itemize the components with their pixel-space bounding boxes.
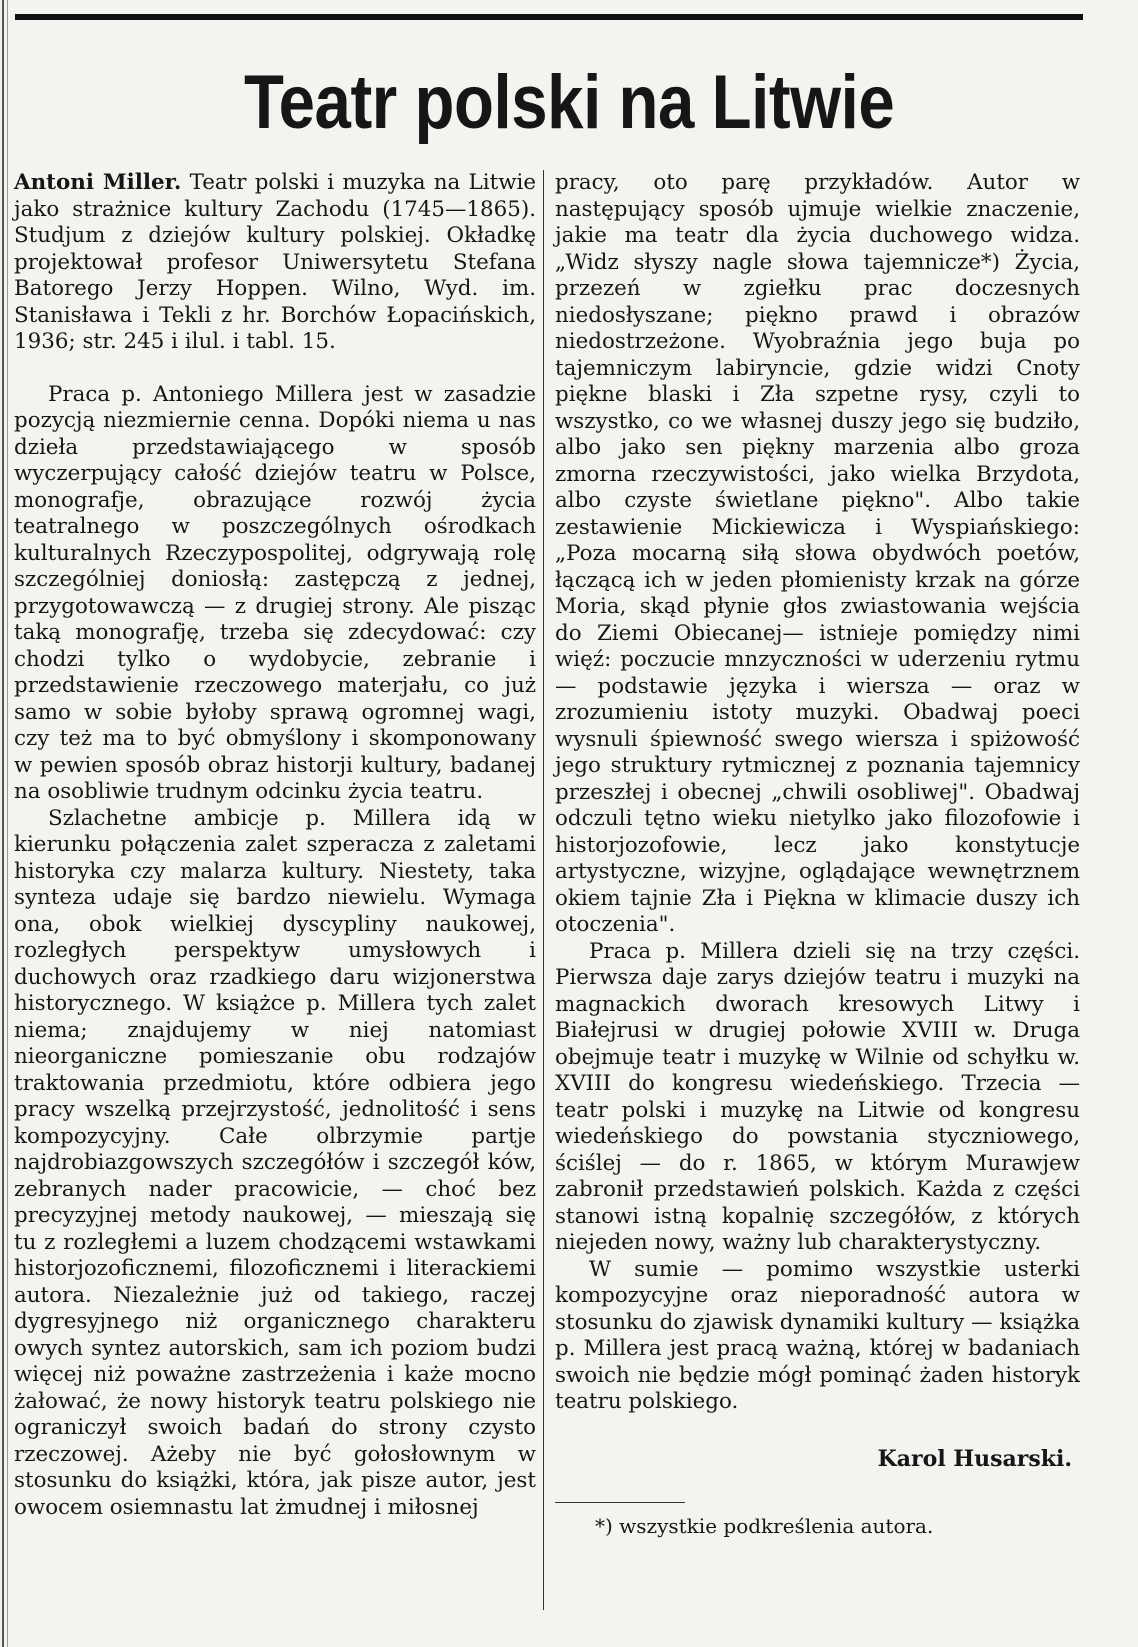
footnote: *) wszystkie podkreślenia autora. xyxy=(595,1514,934,1538)
left-column xyxy=(14,170,536,1521)
author-signature: Karol Husarski. xyxy=(877,1445,1072,1472)
paragraph-3: pracy, oto parę przykładów. Autor w następujący sposób ujmuje wielkie znaczenie, jakie ma teatr dla życia duchowego widza. „Widz słyszy nagle słowa tajemnicze*) Życia, przezeń w zgiełku prac doczesnych niedosłyszane; piękno prawd i obrazów niedostrzeżone. Wyobraźnia jego buja po tajemniczym labiryncie, gdzie widzi Cnoty piękne blaski i Zła szpetne rysy, czyli to wszystko, co we własnej duszy jego się budziło, albo jako sen piękny marzenia albo groza zmorna rzeczywistości, jako wielka Brzydota, albo czyste świetlane piękno". Albo takie zestawienie Mickiewicza i Wyspiańskiego: „Poza mocarną siłą słowa obydwóch poetów, łączącą ich w jeden płomienisty krzak na górze Moria, skąd płynie głos zwiastowania wejścia do Ziemi Obiecanej— istnieje pomiędzy nimi więź: poczucie mnzyczności w uderzeniu rytmu — podstawie języka i wiersza — oraz w zrozumieniu istoty muzyki. Obadwaj poeci wysnuli śpiewność swego wiersza i spiżowość jego struktury rytmicznej z poznania tajemnicy przeszłej i obecnej „chwili osobliwej". Obadwaj odczuli tętno wieku nietylko jako filozofowie i historjozofowie, lecz jako konstytucje artystyczne, wizyjne, oglądające wewnętrznem okiem tajnie Zła i Piękna w klimacie duszy ich otoczenia". xyxy=(555,170,1080,937)
left-margin-rule xyxy=(2,0,4,1647)
paragraph-4: Praca p. Millera dzieli się na trzy części. Pierwsza daje zarys dziejów teatru i muzyki na magnackich dworach kresowych Litwy i Białejrusi w drugiej połowie XVIII w. Druga obejmuje teatr i muzykę w Wilnie od schyłku w. XVIII do kongresu wiedeńskiego. Trzecia — teatr polski i muzykę na Litwie od kongresu wiedeńskiego do powstania styczniowego, ściślej — do r. 1865, w którym Murawjew zabronił przedstawień polskich. Każda z części stanowi istną kopalnię szczegółów, z których niejeden nowy, ważny lub charakterystyczny. xyxy=(555,938,1080,1255)
article-title: Teatr polski na Litwie xyxy=(243,60,895,145)
book-author: Antoni Miller. xyxy=(14,170,182,195)
right-column xyxy=(555,170,1080,1540)
header-rule xyxy=(15,14,1083,20)
bibliographic-note xyxy=(14,170,536,356)
book-details: Teatr polski i muzyka na Litwie jako strażnice kultury Zachodu (1745—1865). Studjum z dziejów kultury polskiej. Okładkę projektował profesor Uniwersytetu Stefana Batorego Jerzy Hoppen. Wilno, Wyd. im. Stanisława i Tekli z hr. Borchów Łopacińskich, 1936; str. 245 i ilul. i tabl. 15. xyxy=(14,170,537,354)
paragraph-2: Szlachetne ambicje p. Millera idą w kierunku połączenia zalet szperacza z zaletami historyka czy malarza kultury. Niestety, taka synteza udaje się bardzo niewielu. Wymaga ona, obok wielkiej dyscypliny naukowej, rozległych perspektyw umysłowych i duchowych oraz rzadkiego daru wizjonerstwa historycznego. W książce p. Millera tych zalet niema; znajdujemy w niej natomiast nieorganiczne pomieszanie obu rodzajów traktowania przedmiotu, które odbiera jego pracy wszelką przejrzystość, jednolitość i sens kompozycyjny. Całe olbrzymie partje najdrobiazgowszych szczegółów i szczegół ków, zebranych nader pracowicie, — choć bez precyzyjnej metody naukowej, — mieszają się tu z rozległemi a luzem chodzącemi wstawkami historjozoficznemi, filozoficznemi i literackiemi autora. Niezależnie już od takiego, raczej dygresyjnego niż organicznego charakteru owych syntez autorskich, sam ich poziom budzi więcej niż poważne zastrzeżenia i każe mocno żałować, że nowy historyk teatru polskiego nie ograniczył swoich badań do strony czysto rzeczowej. Ażeby nie być gołosłownym w stosunku do książki, która, jak pisze autor, jest owocem osiemnastu lat żmudnej i miłosnej xyxy=(14,805,536,1520)
paragraph-5: W sumie — pomimo wszystkie usterki kompozycyjne oraz nieporadność autora w stosunku do zjawisk dynamiki kultury — książka p. Millera jest pracą ważną, której w badaniach swoich nie będzie mógł pominąć żaden historyk teatru polskiego. xyxy=(555,1256,1080,1414)
paragraph-1: Praca p. Antoniego Millera jest w zasadzie pozycją niezmiernie cenna. Dopóki niema u nas dzieła przedstawiającego w sposób wyczerpujący całość dziejów teatru w Polsce, monografje, obrazujące rozwój życia teatralnego w poszczególnych ośrodkach kulturalnych Rzeczypospolitej, odgrywają rolę szczególniej doniosłą: zastępczą z jednej, przygotowawczą — z drugiej strony. Ale pisząc taką monografję, trzeba się zdecydować: czy chodzi tylko o wydobycie, zebranie i przedstawienie rzeczowego materjału, co już samo w sobie byłoby sprawą ogromnej wagi, czy też ma to być obmyślony i skomponowany w pewien sposób obraz historji kultury, badanej na osobliwie trudnym odcinku życia teatru. xyxy=(14,381,536,804)
column-divider xyxy=(543,170,544,1610)
left-margin-rule-thin xyxy=(7,0,8,1647)
footnote-rule xyxy=(555,1502,685,1503)
